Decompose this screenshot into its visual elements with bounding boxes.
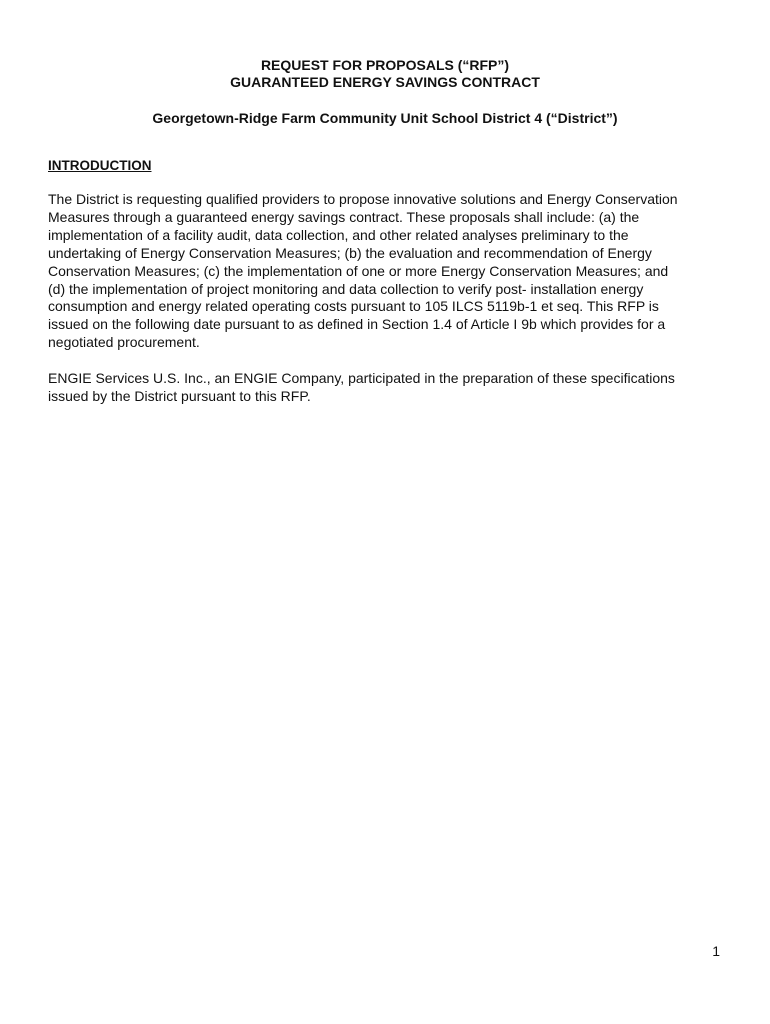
page-number: 1 — [712, 943, 720, 959]
document-title-line1: REQUEST FOR PROPOSALS (“RFP”) — [260, 57, 510, 73]
document-title-line2: GUARANTEED ENERGY SAVINGS CONTRACT — [230, 74, 540, 90]
introduction-heading: INTRODUCTION — [48, 158, 152, 173]
introduction-paragraph: The District is requesting qualified providers to propose innovative solutions and Energy Conservation Measures through a guaranteed energy savings contract. These proposals shall include: (a) the implementation of a facility audit, data collection, and other related analyses preliminary to the undertaking of Energy Conservation Measures; (b) the evaluation and recommendation of Energy Conservation Measures; (c) the implementation of one or more Energy Conservation Measures; and (d) the implementation of project monitoring and data collection to verify post- installation energy consumption and energy related operating costs pursuant to 105 ILCS 5119b-1 et seq. This RFP is issued on the following date pursuant to as defined in Section 1.4 of Article I 9b which provides for a negotiated procurement. — [48, 191, 678, 351]
district-name-heading: Georgetown-Ridge Farm Community Unit School District 4 (“District”) — [152, 110, 618, 126]
preparer-paragraph: ENGIE Services U.S. Inc., an ENGIE Company, participated in the preparation of these specifications issued by the District pursuant to this RFP. — [48, 370, 675, 404]
